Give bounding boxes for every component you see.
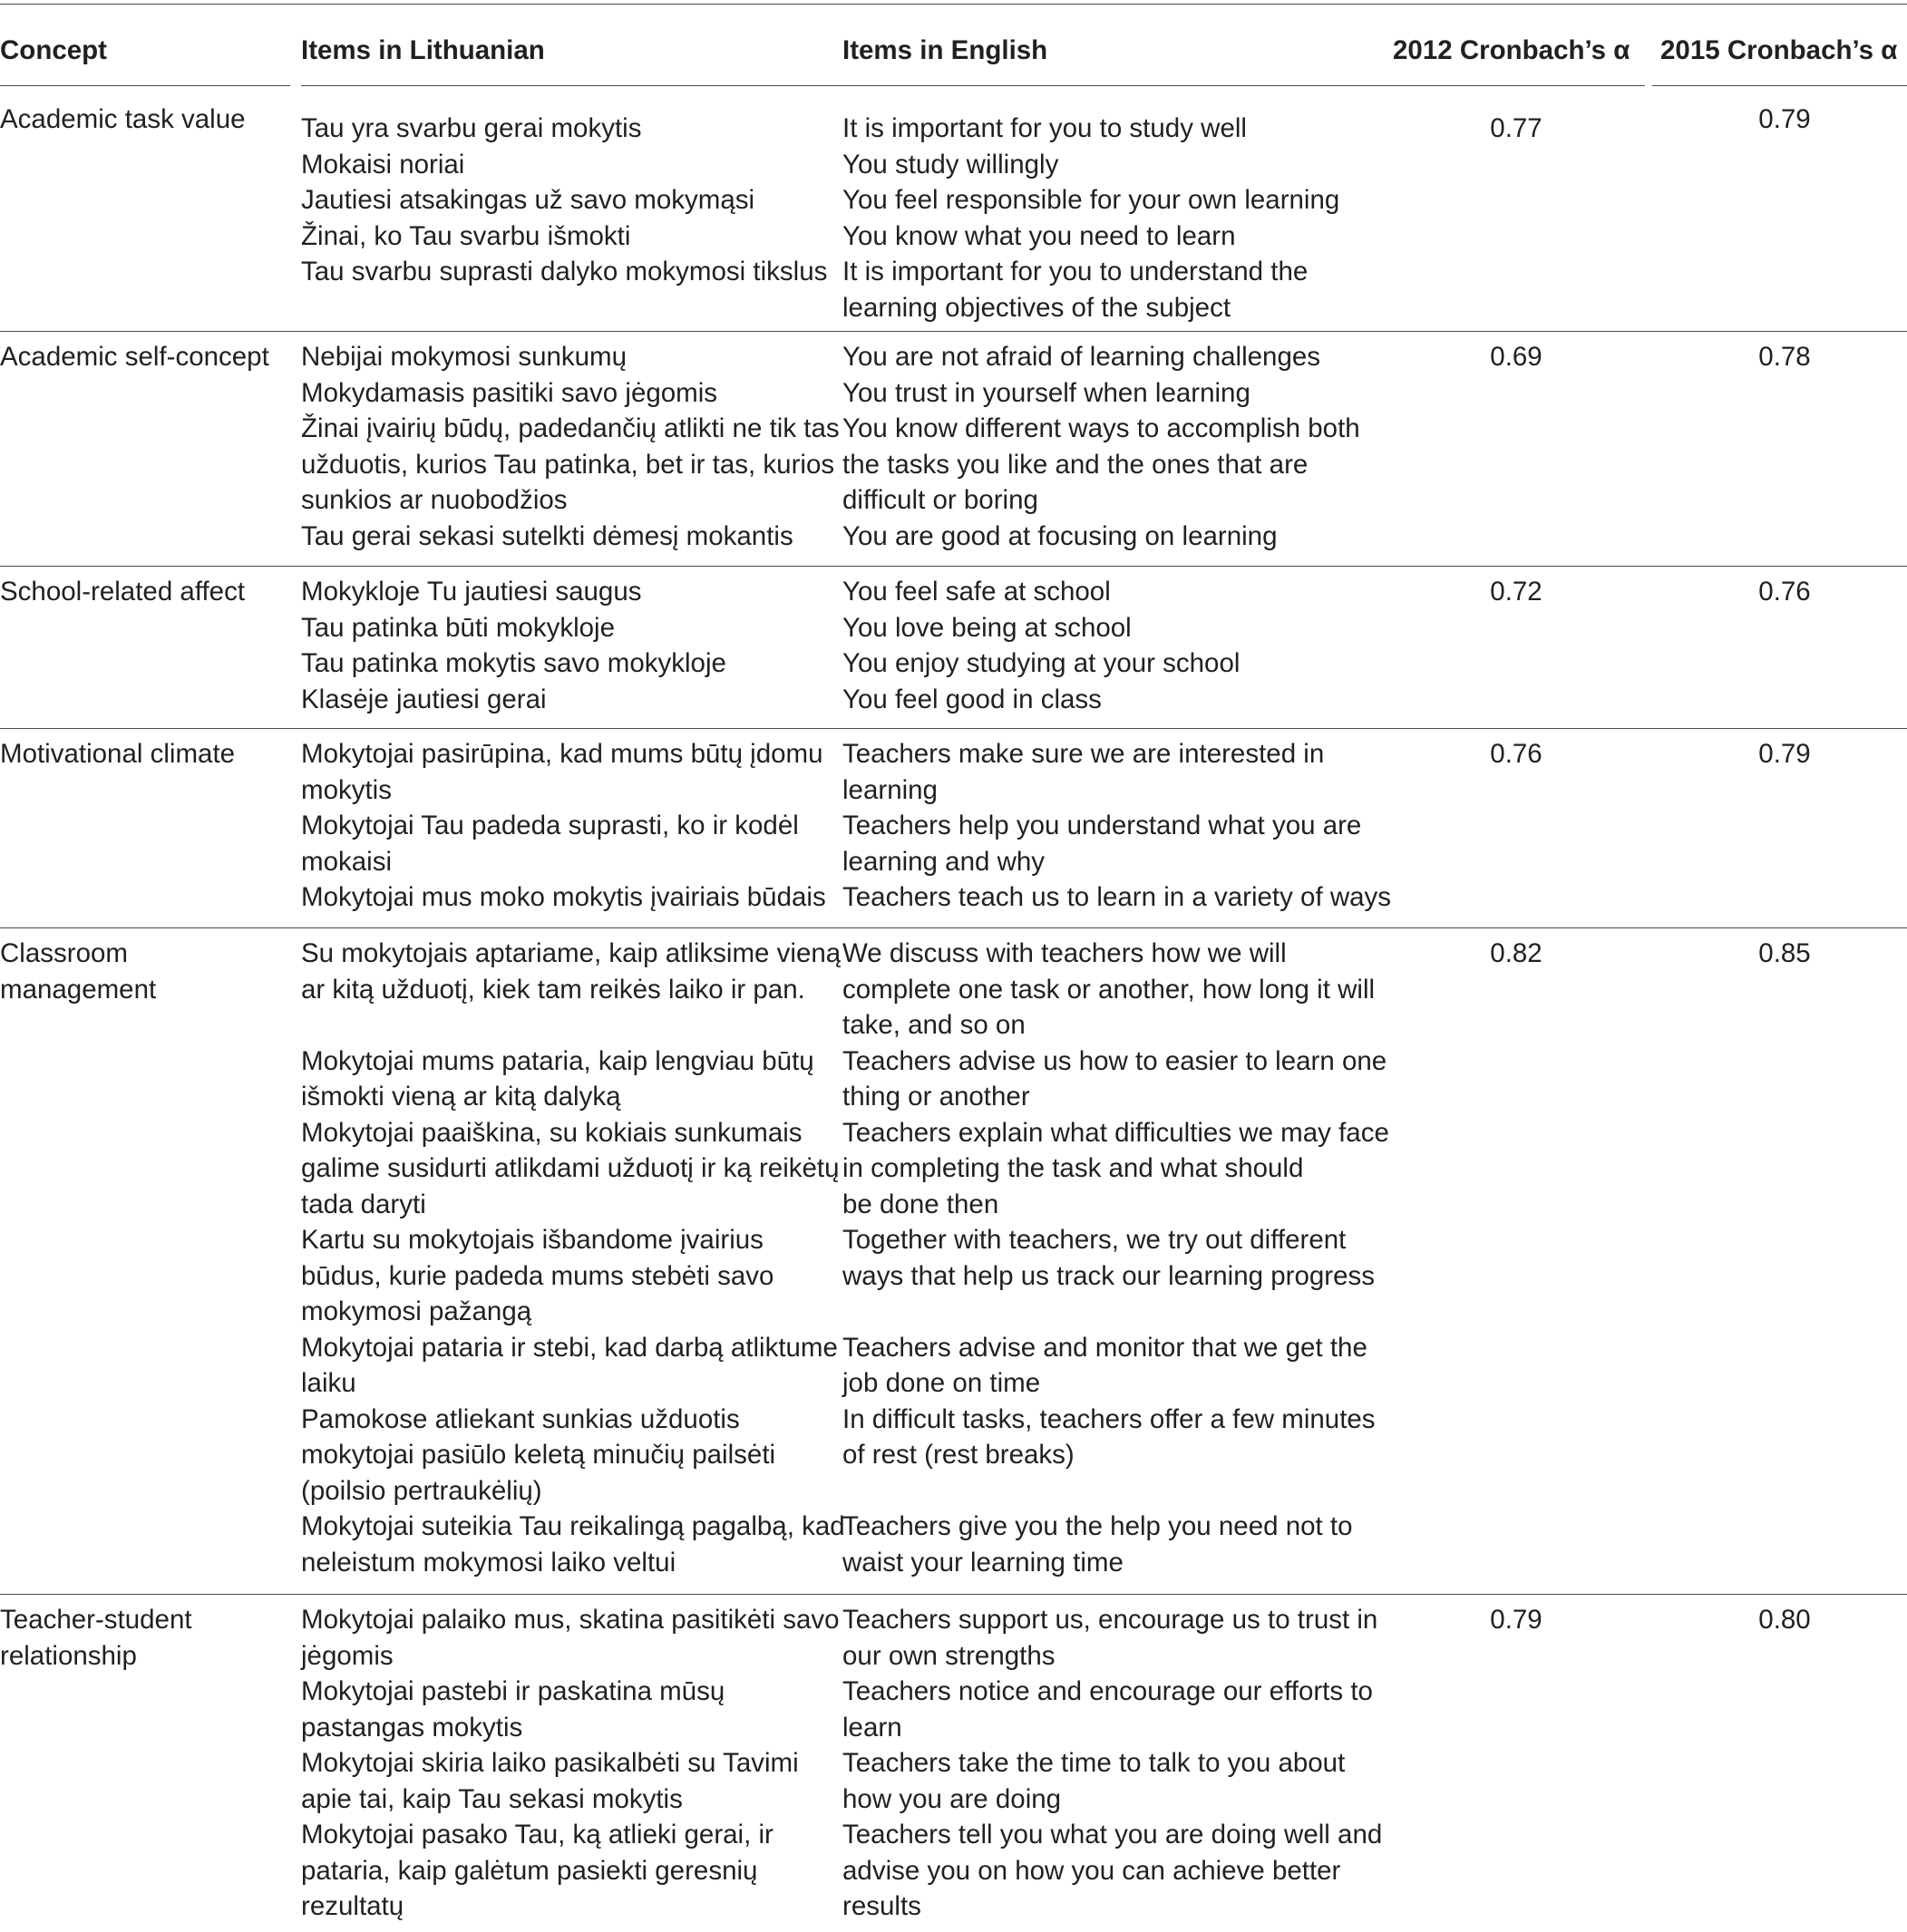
lithuanian-items-line: Mokytojai pastebi ir paskatina mūsų (301, 1676, 725, 1706)
lithuanian-items-line: Mokytojai paaiškina, su kokiais sunkumais (301, 1117, 803, 1148)
english-items (842, 339, 1360, 554)
alpha-2012-value: 0.77 (1490, 113, 1542, 143)
english-items (842, 936, 1389, 1580)
lithuanian-items-line: mokymosi pažangą (301, 1296, 532, 1326)
english-items (842, 736, 1391, 916)
lithuanian-items-line: Mokytojai pataria ir stebi, kad darbą atliktume (301, 1332, 838, 1363)
lithuanian-items-line: Mokytojai suteikia Tau reikalingą pagalbą, kad (301, 1511, 845, 1541)
row-separator (0, 728, 1907, 729)
english-items-line: You know what you need to learn (842, 220, 1236, 251)
english-items-line: Teachers tell you what you are doing well and (842, 1820, 1383, 1849)
english-items-line: how you are doing (842, 1783, 1062, 1814)
lithuanian-items-line: Su mokytojais aptariame, kaip atliksime vieną (301, 938, 842, 968)
lithuanian-items-line: ar kitą užduotį, kiek tam reikės laiko ir pan. (301, 974, 805, 1005)
english-items-line: You trust in yourself when learning (842, 377, 1250, 408)
table-top-rule (0, 4, 1907, 5)
lithuanian-items-line: pastangas mokytis (301, 1712, 523, 1743)
alpha-2012-value: 0.79 (1490, 1605, 1542, 1635)
english-items-line: thing or another (842, 1082, 1030, 1112)
lithuanian-items-line: tada daryti (301, 1189, 426, 1219)
english-items-line: waist your learning time (842, 1547, 1124, 1578)
english-items-line: difficult or boring (842, 485, 1038, 515)
lithuanian-items-line: Mokytojai pasako Tau, ką atlieki gerai, ir (301, 1820, 774, 1849)
english-items-line: You feel good in class (842, 684, 1102, 714)
lithuanian-items-line: Tau patinka būti mokykloje (301, 612, 615, 643)
lithuanian-items-line: jėgomis (301, 1640, 394, 1671)
header-underline-concept (0, 85, 290, 86)
lithuanian-items-line: sunkios ar nuobodžios (301, 485, 568, 515)
lithuanian-items-line: Klasėje jautiesi gerai (301, 684, 547, 714)
row-separator (0, 1594, 1907, 1595)
header-english: Items in English (842, 35, 1048, 65)
lithuanian-items-line: pataria, kaip galėtum pasiekti geresnių (301, 1855, 758, 1886)
english-items (842, 111, 1339, 325)
lithuanian-items-line: laiku (301, 1368, 356, 1398)
header-underline-alpha-2015 (1652, 85, 1907, 86)
english-items-line: the tasks you like and the ones that are (842, 449, 1309, 480)
english-items-line: You know different ways to accomplish both (842, 413, 1360, 443)
lithuanian-items-line: mokaisi (301, 846, 392, 877)
lithuanian-items-line: mokytojai pasiūlo keletą minučių pailsėti (301, 1440, 776, 1470)
lithuanian-items-line: Mokytojai Tau padeda suprasti, ko ir kodėl (301, 811, 799, 840)
lithuanian-items-line: (poilsio pertraukėlių) (301, 1475, 542, 1506)
alpha-2015-value: 0.78 (1758, 342, 1811, 372)
lithuanian-items-line: užduotis, kurios Tau patinka, bet ir tas, kurios (301, 449, 835, 480)
lithuanian-items-line: Tau yra svarbu gerai mokytis (301, 113, 642, 143)
english-items-line: You feel safe at school (842, 577, 1111, 607)
header-concept: Concept (0, 35, 107, 65)
alpha-2015-value: 0.85 (1758, 938, 1811, 968)
lithuanian-items-line: rezultatų (301, 1891, 404, 1921)
concept-cell: School-related affect (0, 577, 246, 607)
lithuanian-items-line: būdus, kurie padeda mums stebėti savo (301, 1260, 774, 1291)
english-items-line: Teachers give you the help you need not to (842, 1511, 1353, 1541)
row-separator (0, 566, 1907, 567)
lithuanian-items-line: Pamokose atliekant sunkias užduotis (301, 1403, 740, 1434)
alpha-2012-value: 0.69 (1490, 342, 1542, 372)
english-items-line: learning and why (842, 846, 1046, 877)
lithuanian-items-line: neleistum mokymosi laiko veltui (301, 1547, 676, 1578)
header-alpha-2012: 2012 Cronbach’s α (1393, 35, 1630, 65)
english-items-line: ways that help us track our learning progress (842, 1260, 1376, 1291)
alpha-2012-value: 0.72 (1490, 577, 1542, 607)
alpha-2015-value: 0.80 (1758, 1605, 1811, 1635)
lithuanian-items-line: Žinai įvairių būdų, padedančių atlikti ne tik tas (301, 413, 840, 443)
lithuanian-items-line: Jautiesi atsakingas už savo mokymąsi (301, 185, 755, 215)
english-items-line: complete one task or another, how long it will (842, 974, 1376, 1005)
lithuanian-items-line: Tau patinka mokytis savo mokykloje (301, 648, 726, 678)
lithuanian-items-line: Mokytojai mus moko mokytis įvairiais būdais (301, 882, 826, 912)
english-items-line: Teachers advise and monitor that we get the (842, 1332, 1367, 1363)
lithuanian-items (301, 936, 845, 1580)
english-items-line: We discuss with teachers how we will (842, 938, 1287, 968)
english-items-line: learn (842, 1712, 902, 1743)
english-items-line (842, 1294, 1389, 1330)
english-items-line: Teachers notice and encourage our efforts to (842, 1676, 1373, 1706)
lithuanian-items-line: Kartu su mokytojais išbandome įvairius (301, 1225, 764, 1255)
alpha-2015-value: 0.79 (1758, 739, 1811, 769)
english-items-line: results (842, 1891, 921, 1921)
english-items-line: You are good at focusing on learning (842, 520, 1278, 551)
english-items-line: in completing the task and what should (842, 1153, 1304, 1183)
english-items-line: of rest (rest breaks) (842, 1440, 1075, 1470)
lithuanian-items-line: Mokytojai palaiko mus, skatina pasitikėti savo (301, 1605, 840, 1635)
header-alpha-2015: 2015 Cronbach’s α (1660, 35, 1898, 65)
english-items-line: be done then (842, 1189, 999, 1219)
concept-cell: Academic self-concept (0, 342, 269, 372)
lithuanian-items-line (301, 1007, 845, 1044)
english-items-line: learning (842, 774, 938, 805)
lithuanian-items-line: Žinai, ko Tau svarbu išmokti (301, 220, 631, 251)
lithuanian-items-line: Tau svarbu suprasti dalyko mokymosi tikslus (301, 257, 828, 286)
english-items-line: It is important for you to study well (842, 113, 1247, 143)
lithuanian-items-line: mokytis (301, 774, 392, 805)
english-items-line: In difficult tasks, teachers offer a few minutes (842, 1403, 1376, 1434)
english-items-line: Teachers take the time to talk to you about (842, 1748, 1346, 1778)
lithuanian-items-line: Mokytojai pasirūpina, kad mums būtų įdomu (301, 739, 823, 769)
english-items-line: Teachers advise us how to easier to learn one (842, 1045, 1387, 1076)
alpha-2012-value: 0.82 (1490, 938, 1542, 968)
english-items-line: job done on time (842, 1368, 1041, 1398)
english-items (842, 574, 1240, 717)
lithuanian-items-line: išmokti vieną ar kitą dalyką (301, 1082, 621, 1112)
lithuanian-items (301, 339, 840, 554)
alpha-2015-value: 0.79 (1758, 104, 1811, 134)
lithuanian-items-line: Mokytojai mums pataria, kaip lengviau būtų (301, 1045, 814, 1076)
row-separator (0, 927, 1907, 928)
concept-cell: Teacher-student relationship (0, 1605, 192, 1671)
english-items-line: Together with teachers, we try out different (842, 1225, 1347, 1255)
english-items-line (842, 1473, 1389, 1510)
lithuanian-items-line: apie tai, kaip Tau sekasi mokytis (301, 1783, 683, 1814)
english-items-line: Teachers make sure we are interested in (842, 739, 1325, 769)
lithuanian-items-line: Mokydamasis pasitiki savo jėgomis (301, 377, 718, 408)
english-items-line: You are not afraid of learning challenges (842, 342, 1321, 372)
english-items-line: You enjoy studying at your school (842, 648, 1241, 678)
lithuanian-items-line: galime susidurti atlikdami užduotį ir ką reikėtų (301, 1153, 840, 1183)
english-items-line: advise you on how you can achieve better (842, 1855, 1341, 1886)
concept-cell: Academic task value (0, 104, 246, 134)
english-items-line: Teachers explain what difficulties we may face (842, 1117, 1389, 1148)
lithuanian-items-line: Nebijai mokymosi sunkumų (301, 342, 628, 372)
english-items-line: take, and so on (842, 1010, 1026, 1040)
header-underline-items (301, 85, 1645, 86)
lithuanian-items-line: Mokytojai skiria laiko pasikalbėti su Tavimi (301, 1748, 799, 1778)
lithuanian-items (301, 574, 726, 717)
lithuanian-items-line: Mokykloje Tu jautiesi saugus (301, 577, 642, 607)
concept-cell: Motivational climate (0, 739, 236, 769)
lithuanian-items-line: Mokaisi noriai (301, 149, 465, 180)
english-items-line: our own strengths (842, 1640, 1056, 1671)
alpha-2012-value: 0.76 (1490, 739, 1542, 769)
english-items-line: learning objectives of the subject (842, 292, 1231, 323)
english-items (842, 1602, 1382, 1925)
english-items-line: It is important for you to understand the (842, 257, 1309, 286)
alpha-2015-value: 0.76 (1758, 577, 1811, 607)
english-items-line: Teachers support us, encourage us to trust in (842, 1605, 1378, 1635)
row-separator (0, 331, 1907, 332)
english-items-line: You feel responsible for your own learning (842, 185, 1340, 215)
lithuanian-items-line: Tau gerai sekasi sutelkti dėmesį mokantis (301, 520, 793, 551)
english-items-line: Teachers help you understand what you are (842, 811, 1362, 840)
english-items-line: You study willingly (842, 149, 1059, 180)
english-items-line: Teachers teach us to learn in a variety of ways (842, 882, 1392, 912)
lithuanian-items (301, 1602, 840, 1925)
concept-cell: Classroom management (0, 938, 157, 1005)
lithuanian-items (301, 111, 827, 290)
header-lithuanian: Items in Lithuanian (301, 35, 545, 65)
lithuanian-items (301, 736, 826, 916)
english-items-line: You love being at school (842, 612, 1132, 643)
